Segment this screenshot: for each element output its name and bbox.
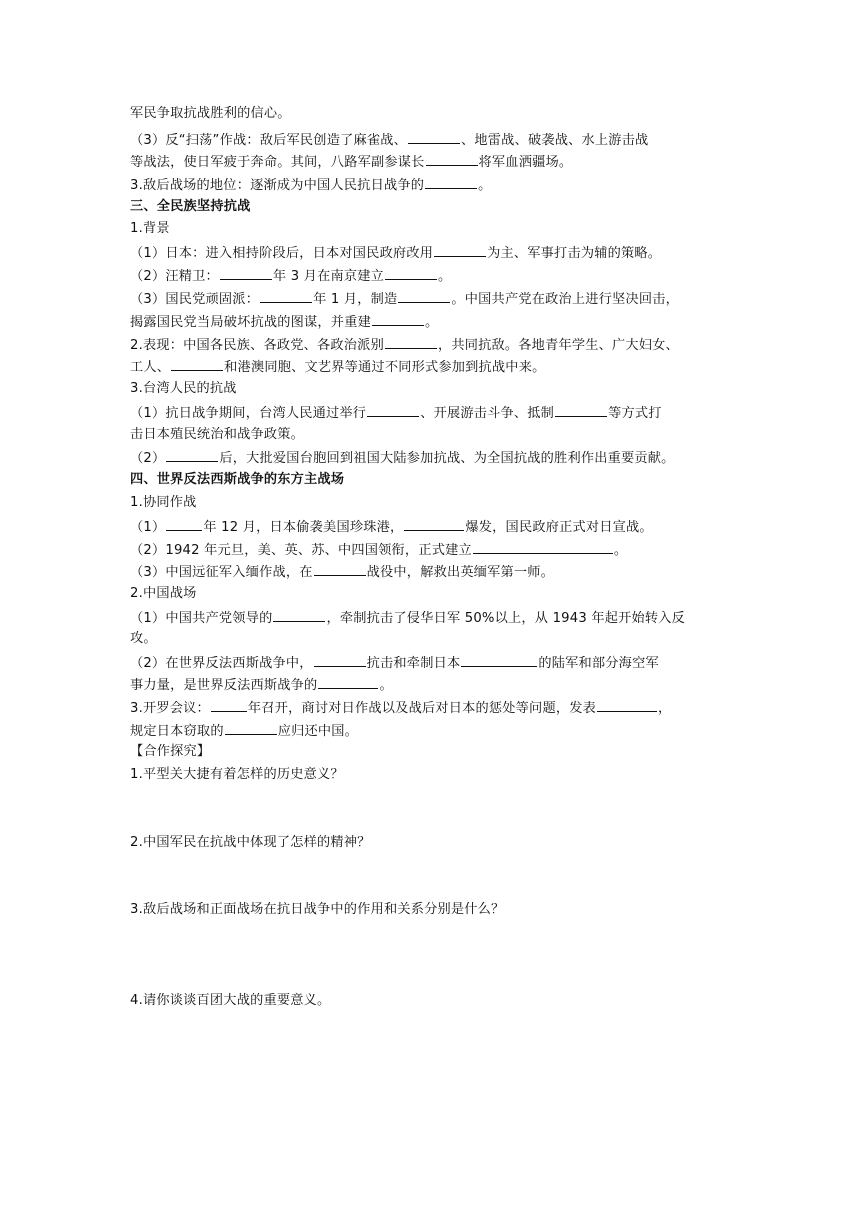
text-segment: 应归还中国。 — [277, 724, 359, 739]
section-heading — [130, 470, 740, 490]
fill-in-blank[interactable] — [273, 607, 325, 622]
text-segment: 。 — [478, 178, 492, 193]
text-line — [130, 288, 740, 310]
fill-in-blank[interactable] — [171, 356, 223, 371]
text-line — [130, 174, 740, 196]
text-segment: （1）日本：进入相持阶段后，日本对国民政府改用 — [130, 246, 434, 261]
text-segment: 军民争取抗战胜利的信心。 — [130, 106, 291, 121]
text-segment: （3）反“扫荡”作战：敌后军民创造了麻雀战、 — [130, 133, 408, 148]
text-segment: 抗击和牵制日本 — [366, 656, 461, 671]
text-segment: 爆发，国民政府正式对日宣战。 — [465, 520, 653, 535]
text-segment: 等战法，使日军疲于奔命。其间，八路军副参谋长 — [130, 155, 425, 170]
text-segment: 1.平型关大捷有着怎样的历史意义？ — [130, 767, 344, 782]
text-line — [130, 425, 740, 445]
text-segment: 年 1 月，制造 — [313, 292, 398, 307]
fill-in-blank[interactable] — [555, 402, 607, 417]
text-segment: 为主、军事打击为辅的策略。 — [487, 246, 662, 261]
text-segment: 。中国共产党在政治上进行坚决回击， — [451, 292, 679, 307]
text-segment: 四、世界反法西斯战争的东方主战场 — [130, 472, 345, 487]
text-line — [130, 151, 740, 173]
text-line — [130, 539, 740, 561]
text-segment: （1） — [130, 520, 166, 535]
text-line — [130, 311, 740, 333]
text-segment: 2.中国战场 — [130, 586, 197, 601]
fill-in-blank[interactable] — [408, 129, 460, 144]
text-line — [130, 720, 740, 742]
text-segment: 、开展游击斗争、抵制 — [420, 406, 555, 421]
text-segment: 将军血洒疆场。 — [478, 155, 573, 170]
text-segment: 4.请你谈谈百团大战的重要意义。 — [130, 993, 331, 1008]
text-segment: 年 12 月，日本偷袭美国珍珠港， — [203, 520, 404, 535]
text-line — [130, 674, 740, 696]
text-line — [130, 265, 740, 287]
text-segment: ， — [658, 701, 672, 716]
text-segment: 击日本殖民统治和战争政策。 — [130, 427, 305, 442]
text-segment: 攻。 — [130, 631, 157, 646]
text-segment: 3.敌后战场和正面战场在抗日战争中的作用和关系分别是什么？ — [130, 902, 505, 917]
text-line — [130, 584, 740, 604]
text-segment: 2.表现：中国各民族、各政党、各政治派别 — [130, 338, 384, 353]
fill-in-blank[interactable] — [166, 516, 202, 531]
text-segment: 年 3 月在南京建立 — [272, 269, 385, 284]
text-segment: （3）中国远征军入缅作战，在 — [130, 565, 313, 580]
text-line — [130, 447, 740, 469]
text-segment: 工人、 — [130, 360, 171, 375]
text-segment: 3.台湾人民的抗战 — [130, 381, 237, 396]
fill-in-blank[interactable] — [314, 652, 366, 667]
fill-in-blank[interactable] — [425, 174, 477, 189]
section-heading — [130, 197, 740, 217]
text-line — [130, 493, 740, 513]
text-line — [130, 516, 740, 538]
text-segment: ，牵制抗击了侵华日军 50%以上，从 1943 年起开始转入反 — [326, 611, 686, 626]
text-line — [130, 833, 740, 853]
text-segment: 战役中，解救出英缅军第一师。 — [366, 565, 555, 580]
text-segment: 和港澳同胞、文艺界等通过不同形式参加到抗战中来。 — [224, 360, 546, 375]
text-segment: （1）中国共产党领导的 — [130, 611, 273, 626]
text-segment: 【合作探究】 — [130, 744, 211, 759]
text-line — [130, 991, 740, 1011]
fill-in-blank[interactable] — [398, 288, 450, 303]
text-line — [130, 765, 740, 785]
text-line — [130, 697, 740, 719]
fill-in-blank[interactable] — [434, 242, 486, 257]
text-segment: 等方式打 — [608, 406, 662, 421]
fill-in-blank[interactable] — [367, 402, 419, 417]
fill-in-blank[interactable] — [461, 652, 537, 667]
text-line — [130, 742, 740, 762]
text-line — [130, 561, 740, 583]
text-line — [130, 356, 740, 378]
fill-in-blank[interactable] — [372, 311, 424, 326]
text-segment: 3.开罗会议： — [130, 701, 210, 716]
text-line — [130, 379, 740, 399]
text-line — [130, 900, 740, 920]
text-segment: 1.协同作战 — [130, 495, 197, 510]
text-segment: 年召开，商讨对日作战以及战后对日本的惩处等问题，发表 — [247, 701, 596, 716]
text-line — [130, 334, 740, 356]
fill-in-blank[interactable] — [314, 561, 366, 576]
text-segment: 。 — [613, 543, 628, 558]
fill-in-blank[interactable] — [385, 265, 437, 280]
text-line — [130, 652, 740, 674]
fill-in-blank[interactable] — [211, 697, 247, 712]
text-segment: 。 — [438, 269, 452, 284]
fill-in-blank[interactable] — [404, 516, 464, 531]
fill-in-blank[interactable] — [260, 288, 312, 303]
text-segment: （1）抗日战争期间，台湾人民通过举行 — [130, 406, 367, 421]
text-line — [130, 129, 740, 151]
text-segment: 规定日本窃取的 — [130, 724, 224, 739]
text-segment: 的陆军和部分海空军 — [538, 656, 659, 671]
fill-in-blank[interactable] — [220, 265, 272, 280]
text-segment: 揭露国民党当局破坏抗战的图谋，并重建 — [130, 315, 371, 330]
text-segment: 事力量，是世界反法西斯战争的 — [130, 678, 318, 693]
fill-in-blank[interactable] — [318, 674, 378, 689]
fill-in-blank[interactable] — [597, 697, 657, 712]
text-line — [130, 607, 740, 629]
text-segment: 1.背景 — [130, 221, 170, 236]
text-line — [130, 219, 740, 239]
text-segment: 后，大批爱国台胞回到祖国大陆参加抗战、为全国抗战的胜利作出重要贡献。 — [219, 451, 675, 466]
text-segment: （2） — [130, 451, 166, 466]
text-segment: （3）国民党顽固派： — [130, 292, 260, 307]
text-segment: 。 — [379, 678, 393, 693]
text-line — [130, 242, 740, 264]
text-segment: （2）1942 年元旦，美、英、苏、中四国领衔，正式建立 — [130, 543, 472, 558]
text-segment: 2.中国军民在抗战中体现了怎样的精神？ — [130, 835, 371, 850]
fill-in-blank[interactable] — [426, 151, 478, 166]
text-line — [130, 629, 740, 649]
text-segment: 、地雷战、破袭战、水上游击战 — [461, 133, 649, 148]
text-line — [130, 402, 740, 424]
fill-in-blank[interactable] — [166, 447, 218, 462]
text-line — [130, 104, 740, 124]
fill-in-blank[interactable] — [225, 720, 277, 735]
fill-in-blank[interactable] — [473, 539, 613, 554]
text-segment: 3.敌后战场的地位：逐渐成为中国人民抗日战争的 — [130, 178, 425, 193]
fill-in-blank[interactable] — [385, 334, 437, 349]
text-segment: （2）汪精卫： — [130, 269, 219, 284]
text-segment: 。 — [424, 315, 439, 330]
text-segment: （2）在世界反法西斯战争中， — [130, 656, 313, 671]
text-segment: 三、全民族坚持抗战 — [130, 199, 251, 214]
text-segment: ，共同抗敌。各地青年学生、广大妇女、 — [437, 338, 679, 353]
